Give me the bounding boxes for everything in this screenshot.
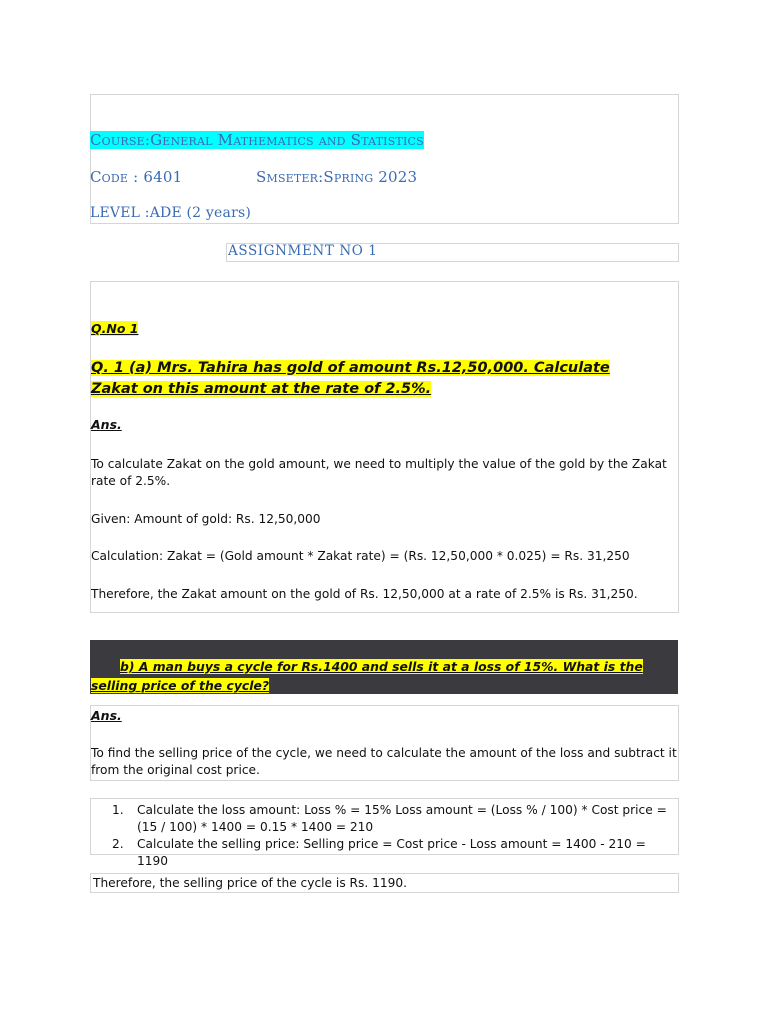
question-b-text [91, 657, 676, 695]
step-text: Calculate the loss amount: Loss % = 15% Loss amount = (Loss % / 100) * Cost price = (15 / 100) * 1400 = 0.15 * 1400 = 210 [137, 803, 667, 834]
question-b-statement: b) A man buys a cycle for Rs.1400 and sells it at a loss of 15%. What is the selling price of the cycle? [91, 659, 643, 693]
question-1-text [91, 358, 651, 400]
assignment-title: ASSIGNMENT NO 1 [228, 243, 378, 259]
semester-label: Smseter:Spring 2023 [256, 168, 418, 186]
answer-b-label: Ans. [91, 708, 122, 723]
step-number: 1. [112, 803, 124, 817]
answer-1-calculation: Calculation: Zakat = (Gold amount * Zakat rate) = (Rs. 12,50,000 * 0.025) = Rs. 31,250 [91, 549, 630, 563]
answer-1-given: Given: Amount of gold: Rs. 12,50,000 [91, 512, 321, 526]
level-label: LEVEL :ADE (2 years) [90, 205, 252, 221]
answer-1-conclusion: Therefore, the Zakat amount on the gold of Rs. 12,50,000 at a rate of 2.5% is Rs. 31,250. [91, 587, 638, 601]
course-title: Course:General Mathematics and Statistics [90, 131, 424, 149]
step-text: Calculate the selling price: Selling price = Cost price - Loss amount = 1400 - 210 = 1190 [137, 837, 646, 868]
answer-b-intro: To find the selling price of the cycle, we need to calculate the amount of the loss and subtract it from the original cost price. [91, 746, 677, 777]
course-code: Code : 6401 [90, 168, 183, 186]
answer-1-paragraph: To calculate Zakat on the gold amount, we need to multiply the value of the gold by the Zakat rate of 2.5%. [91, 457, 667, 488]
answer-1-label: Ans. [91, 417, 122, 432]
steps-list [91, 802, 677, 870]
answer-b-conclusion: Therefore, the selling price of the cycle is Rs. 1190. [93, 876, 408, 890]
step-number: 2. [112, 837, 124, 851]
question-1-heading [91, 320, 671, 338]
step-item [91, 836, 677, 870]
question-1-number: Q.No 1 [91, 321, 139, 336]
step-item [91, 802, 677, 836]
question-1-statement: Q. 1 (a) Mrs. Tahira has gold of amount Rs.12,50,000. Calculate Zakat on this amount at the rate of 2.5%. [91, 360, 610, 397]
